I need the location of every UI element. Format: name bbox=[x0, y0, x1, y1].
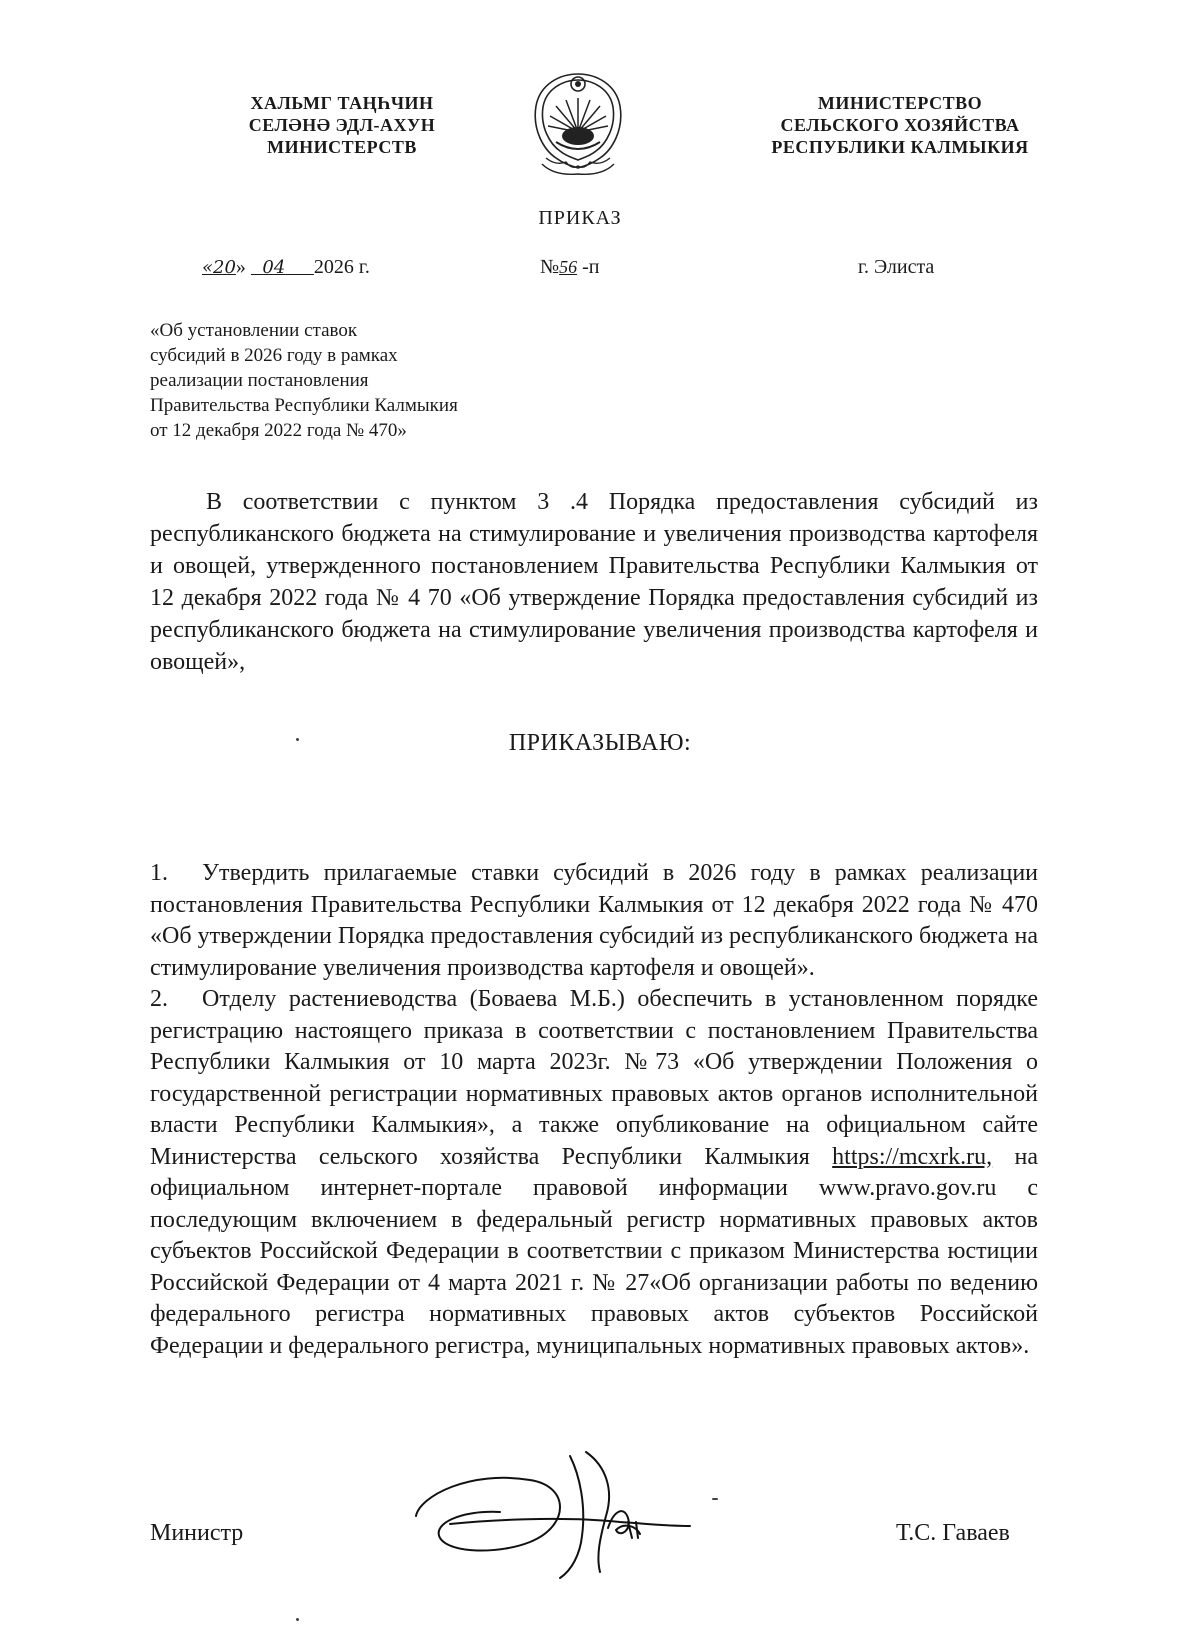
subject-line: субсидий в 2026 году в рамках bbox=[150, 345, 398, 366]
signatory-name: Т.С. Гаваев bbox=[896, 1520, 1010, 1546]
ministry-website-link[interactable]: https://mcxrk.ru, bbox=[832, 1143, 993, 1170]
ministry-name-russian-line: РЕСПУБЛИКИ КАЛМЫКИЯ bbox=[771, 137, 1029, 157]
order-number-value: 56 bbox=[559, 257, 578, 277]
order-item bbox=[150, 858, 1038, 984]
ministry-name-kalmyk bbox=[222, 92, 462, 158]
order-item-text-before-link: Отделу растениеводства (Боваева М.Б.) обеспечить в установленном порядке регистрацию настоящего приказа в соответствии с постановлением Правительства Республики Калмыкия от 10 марта 2023г. №73 «Об утверждении Положения о государственной регистрации нормативных правовых актов органов исполнительной власти Республики Калмыкия», а также опубликование на официальном сайте Министерства сельского хозяйства Республики Калмыкия bbox=[150, 986, 1038, 1170]
kalmykia-coat-of-arms-icon bbox=[526, 70, 630, 180]
signatory-title: Министр bbox=[150, 1520, 244, 1546]
handwritten-signature-icon bbox=[410, 1446, 740, 1584]
subject-line: от 12 декабря 2022 года № 470» bbox=[150, 420, 407, 441]
date-month bbox=[251, 257, 314, 278]
order-item bbox=[150, 984, 1038, 1362]
document-type-title: ПРИКАЗ bbox=[538, 207, 622, 229]
order-date bbox=[202, 256, 370, 279]
date-open-quote: « bbox=[202, 257, 214, 278]
subject-line: Правительства Республики Калмыкия bbox=[150, 395, 458, 416]
order-city: г. Элиста bbox=[858, 256, 935, 278]
ministry-name-kalmyk-line: СЕЛӘНӘ ЭДЛ-АХУН bbox=[248, 115, 436, 135]
date-day: 20 bbox=[213, 257, 236, 278]
order-item-text: Утвердить прилагаемые ставки субсидий в 2026 году в рамках реализации постановления Правительства Республики Калмыкия от 12 декабря 2022 года № 470 «Об утверждении Порядка предоставления субсидий из республиканского бюджета на стимулирование увеличения производства картофеля и овощей». bbox=[150, 860, 1038, 981]
scan-speck bbox=[712, 1498, 718, 1500]
order-items bbox=[150, 858, 1038, 1362]
scan-speck bbox=[296, 1618, 299, 1621]
order-item-number: 2. bbox=[150, 986, 168, 1012]
scan-speck bbox=[296, 738, 299, 741]
ministry-name-russian-line: МИНИСТЕРСТВО bbox=[817, 93, 983, 113]
date-month-value: 04 bbox=[262, 257, 286, 278]
order-number bbox=[540, 256, 599, 279]
subject-line: «Об установлении ставок bbox=[150, 320, 358, 341]
ministry-name-russian bbox=[760, 92, 1040, 158]
ministry-name-russian-line: СЕЛЬСКОГО ХОЗЯЙСТВА bbox=[780, 115, 1020, 135]
order-directive-heading: ПРИКАЗЫВАЮ: bbox=[508, 730, 692, 756]
order-number-prefix: № bbox=[540, 256, 560, 278]
order-subject bbox=[150, 318, 570, 443]
date-year: 2026 г. bbox=[313, 256, 370, 278]
order-item-number: 1. bbox=[150, 860, 168, 886]
date-close-quote: » bbox=[235, 256, 246, 278]
preamble-paragraph: В соответствии с пунктом 3 .4 Порядка предоставления субсидий из республиканского бюджета на стимулирование и увеличения производства картофеля и овощей, утвержденного постановлением Правительства Республики Калмыкия от 12 декабря 2022 года № 4 70 «Об утверждение Порядка предоставления субсидий из республиканского бюджета на стимулирование увеличения производства картофеля и овощей», bbox=[150, 489, 1038, 675]
ministry-name-kalmyk-line: МИНИСТЕРСТВ bbox=[267, 137, 417, 157]
order-item-text-after-link: на официальном интернет-портале правовой информации www.pravo.gov.ru с последующим включением в федеральный регистр нормативных правовых актов субъектов Российской Федерации в соответствии с приказом Министерства юстиции Российской Федерации от 4 марта 2021 г. № 27«Об организации работы по ведению федерального регистра нормативных правовых актов субъектов Российской Федерации и федерального регистра, муниципальных нормативных правовых актов». bbox=[150, 1143, 1039, 1359]
ministry-name-kalmyk-line: ХАЛЬМГ ТАҢҺЧИН bbox=[250, 93, 434, 113]
order-number-suffix: -п bbox=[582, 256, 600, 278]
subject-line: реализации постановления bbox=[150, 370, 369, 391]
